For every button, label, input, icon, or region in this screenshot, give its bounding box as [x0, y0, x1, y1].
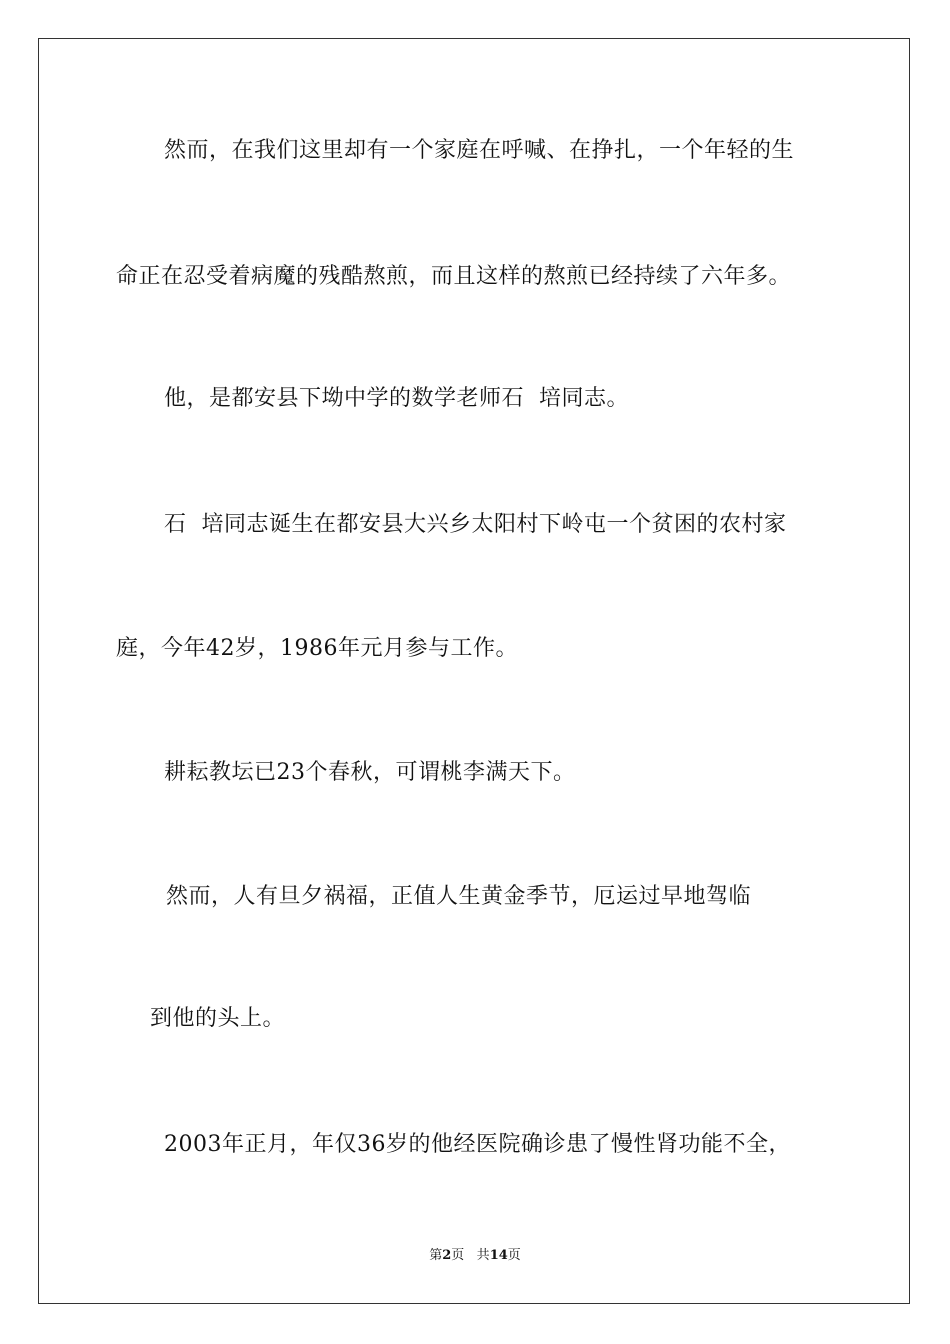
paragraph-line: 他，是都安县下坳中学的数学老师石 培同志。 [164, 386, 629, 411]
page-border [38, 38, 910, 1304]
paragraph-line: 耕耘教坛已23个春秋，可谓桃李满天下。 [164, 760, 576, 785]
page-suffix: 页 [451, 1248, 465, 1263]
paragraph-line: 然而，人有旦夕祸福，正值人生黄金季节，厄运过早地驾临 [166, 884, 752, 909]
paragraph-line: 到他的头上。 [150, 1006, 286, 1031]
paragraph-line: 2003年正月，年仅36岁的他经医院确诊患了慢性肾功能不全， [164, 1132, 791, 1157]
total-suffix: 页 [507, 1248, 521, 1263]
page-total: 14 [489, 1248, 508, 1263]
page-prefix: 第 [429, 1248, 443, 1263]
page-footer [0, 1247, 950, 1265]
paragraph-line: 庭，今年42岁，1986年元月参与工作。 [116, 636, 518, 661]
paragraph-line: 石 培同志诞生在都安县大兴乡太阳村下岭屯一个贫困的农村家 [164, 512, 787, 537]
total-prefix: 共 [476, 1248, 490, 1263]
page-current: 2 [442, 1248, 452, 1263]
paragraph-line: 然而，在我们这里却有一个家庭在呼喊、在挣扎，一个年轻的生 [164, 138, 795, 163]
paragraph-line: 命正在忍受着病魔的残酷熬煎，而且这样的熬煎已经持续了六年多。 [116, 264, 792, 289]
